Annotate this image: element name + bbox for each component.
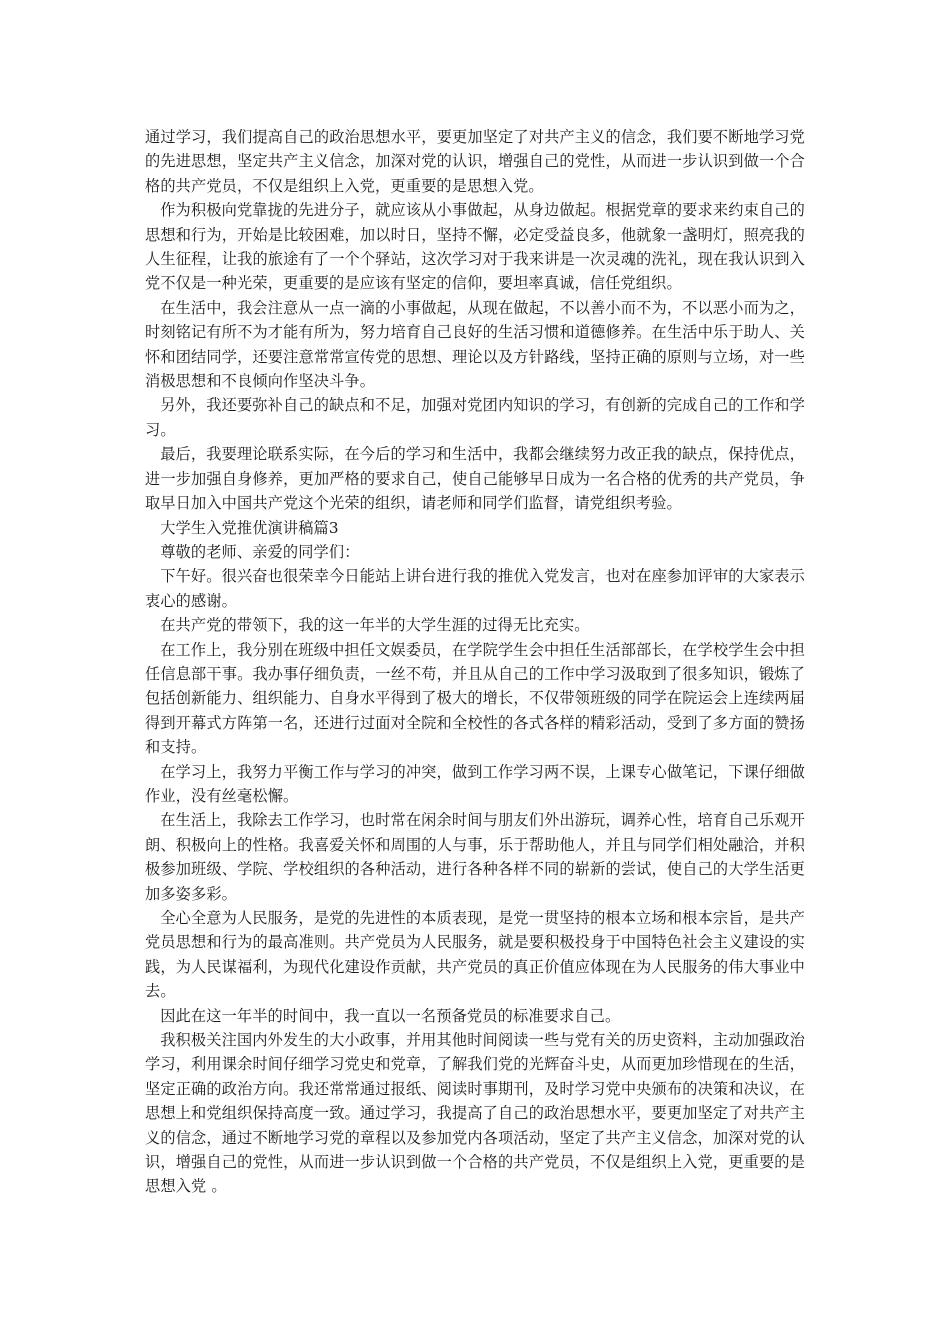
- paragraph: 全心全意为人民服务，是党的先进性的本质表现，是党一贯坚持的根本立场和根本宗旨，是共产党员思想和行为的最高准则。共产党员为人民服务，就是要积极投身于中国特色社会主义建设的实践，为人民谋福利，为现代化建设作贡献，共产党员的真正价值应体现在为人民服务的伟大事业中去。: [145, 909, 805, 1001]
- paragraph: 在共产党的带领下，我的这一年半的大学生涯的过得无比充实。: [160, 616, 590, 635]
- paragraph: 下午好。很兴奋也很荣幸今日能站上讲台进行我的推优入党发言，也对在座参加评审的大家表示衷心的感谢。: [145, 567, 805, 610]
- section-heading: 大学生入党推优演讲稿篇3: [160, 518, 339, 537]
- paragraph: 因此在这一年半的时间中，我一直以一名预备党员的标准要求自己。: [160, 1006, 621, 1025]
- document-body: [145, 125, 805, 1199]
- paragraph: 作为积极向党靠拢的先进分子，就应该从小事做起，从身边做起。根据党章的要求来约束自己的思想和行为，开始是比较困难，加以时日，坚持不懈，必定受益良多，他就象一盏明灯，照亮我的人生征程，让我的旅途有了一个个驿站，这次学习对于我来讲是一次灵魂的洗礼，现在我认识到入党不仅是一种光荣，更重要的是应该有坚定的信仰，要坦率真诚，信任党组织。: [145, 201, 805, 293]
- paragraph: 另外，我还要弥补自己的缺点和不足，加强对党团内知识的学习，有创新的完成自己的工作和学习。: [145, 396, 805, 439]
- paragraph: 在生活中，我会注意从一点一滴的小事做起，从现在做起，不以善小而不为，不以恶小而为之，时刻铭记有所不为才能有所为，努力培育自己良好的生活习惯和道德修养。在生活中乐于助人、关怀和团结同学，还要注意常常宣传党的思想、理论以及方针路线，坚持正确的原则与立场，对一些消极思想和不良倾向作坚决斗争。: [145, 298, 805, 391]
- paragraph: 我积极关注国内外发生的大小政事，并用其他时间阅读一些与党有关的历史资料，主动加强政治学习，利用课余时间仔细学习党史和党章，了解我们党的光辉奋斗史，从而更加珍惜现在的生活，坚定正确的政治方向。我还常常通过报纸、阅读时事期刊，及时学习党中央颁布的决策和决议，在思想上和党组织保持高度一致。通过学习，我提高了自己的政治思想水平，要更加坚定了对共产主义的信念，通过不断地学习党的章程以及参加党内各项活动，坚定了共产主义信念，加深对党的认识，增强自己的党性，从而进一步认识到做一个合格的共产党员，不仅是组织上入党，更重要的是思想入党 。: [145, 1031, 805, 1196]
- paragraph: 在生活上，我除去工作学习，也时常在闲余时间与朋友们外出游玩，调养心性，培育自己乐观开朗、积极向上的性格。我喜爱关怀和周围的人与事，乐于帮助他人，并且与同学们相处融洽，并积极参加班级、学院、学校组织的各种活动，进行各种各样不同的崭新的尝试，使自己的大学生活更加多姿多彩。: [145, 811, 805, 903]
- paragraph: 最后，我要理论联系实际，在今后的学习和生活中，我都会继续努力改正我的缺点，保持优点，进一步加强自身修养，更加严格的要求自己，使自己能够早日成为一名合格的优秀的共产党员，争取早日加入中国共产党这个光荣的组织，请老师和同学们监督，请党组织考验。: [145, 445, 805, 513]
- salutation: 尊敬的老师、亲爱的同学们：: [160, 542, 360, 561]
- paragraph: 在工作上，我分别在班级中担任文娱委员，在学院学生会中担任生活部部长，在学校学生会中担任信息部干事。我办事仔细负责，一丝不苟，并且从自己的工作中学习汲取到了很多知识，锻炼了包括创新能力、组织能力、自身水平得到了极大的增长，不仅带领班级的同学在院运会上连续两届得到开幕式方阵第一名，还进行过面对全院和全校性的各式各样的精彩活动，受到了多方面的赞扬和支持。: [145, 640, 805, 757]
- paragraph: 在学习上，我努力平衡工作与学习的冲突，做到工作学习两不误，上课专心做笔记，下课仔细做作业，没有丝毫松懈。: [145, 762, 805, 805]
- paragraph: 通过学习，我们提高自己的政治思想水平，要更加坚定了对共产主义的信念，我们要不断地学习党的先进思想，坚定共产主义信念，加深对党的认识，增强自己的党性，从而进一步认识到做一个合格的共产党员，不仅是组织上入党，更重要的是思想入党。: [145, 128, 805, 195]
